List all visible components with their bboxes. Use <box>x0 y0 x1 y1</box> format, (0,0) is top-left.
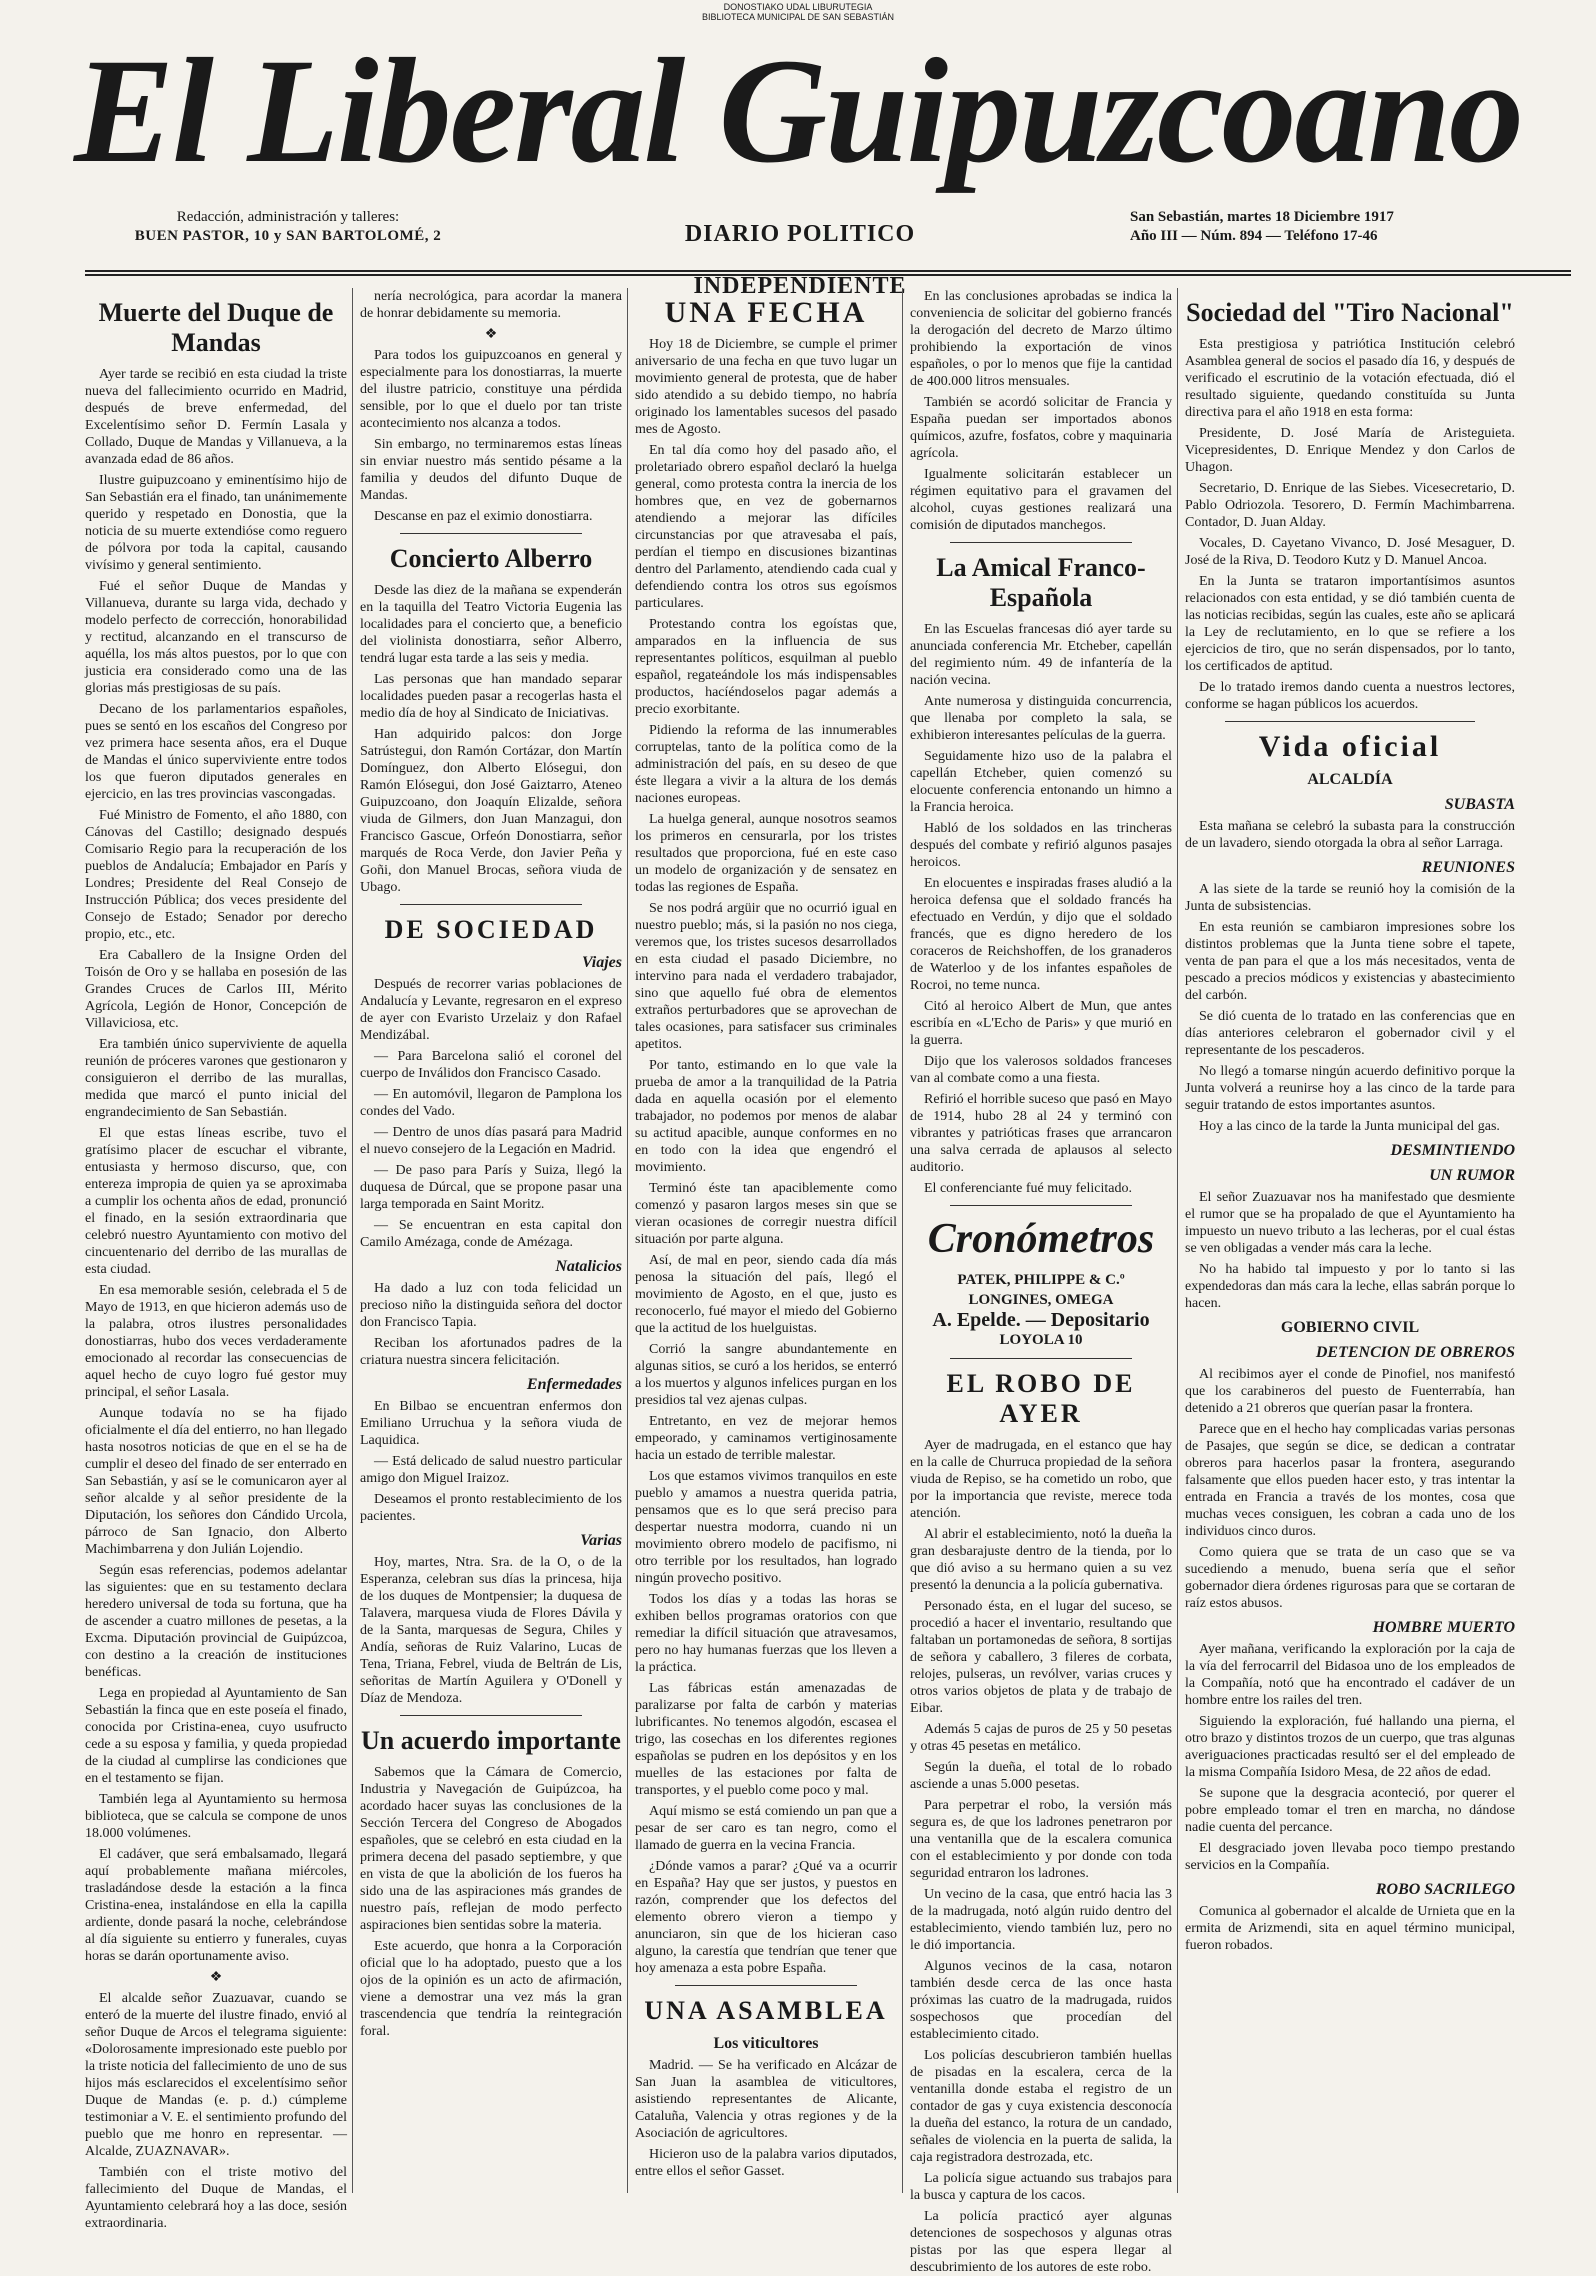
paragraph: Después de recorrer varias poblaciones de Andalucía y Levante, regresaron en el expreso de ayer con Evaristo Urzelaiz y don Rafael Mendizábal. <box>360 977 622 1043</box>
paragraph: De lo tratado iremos dando cuenta a nuestros lectores, conforme se hagan públicos los acuerdos. <box>1185 680 1515 712</box>
paragraph: Ilustre guipuzcoano y eminentísimo hijo de San Sebastián era el finado, tan unánimemente querido y respetado en Donostia, que la noticia de su muerte extendióse como reguero de pólvora por toda la capital, causando vivísimo y general sentimiento. <box>85 473 347 573</box>
headline-vida-oficial: Vida oficial <box>1258 730 1442 763</box>
paragraph: Según la dueña, el total de lo robado asciende a unas 5.000 pesetas. <box>910 1760 1172 1792</box>
subhead-viticultores: Los viticultores <box>713 2035 819 2052</box>
advertisement-cronometros <box>910 1216 1172 1350</box>
paragraph: No ha habido tal impuesto y por lo tanto si las expendedoras dan más cara la leche, ellas sabrán porque lo hacen. <box>1185 1262 1515 1311</box>
paragraph: Era Caballero de la Insigne Orden del Toisón de Oro y se hallaba en posesión de las Grandes Cruces de Carlos III, Mérito Agrícola, Legión de Honor, Concepción de Villaviciosa, etc. <box>85 948 347 1031</box>
column-divider-2 <box>627 288 628 2193</box>
paragraph: Aunque todavía no se ha fijado oficialmente el día del entierro, no han llegado hasta nosotros noticias de que en el se ha de cumplir el deseo del finado de ser enterrado en San Sebastián, y así se le comunicaron ayer al señor alcalde y al señor presidente de la Diputación, los señores don Cándido Urcola, párroco de San Ignacio, don Alberto Machimbarrena y don Julián Lojendio. <box>85 1406 348 1557</box>
paragraph: Hoy, martes, Ntra. Sra. de la O, o de la Esperanza, celebran sus días la princesa, hija de los duques de Montpensier; la duquesa de Talavera, marquesa viuda de Flores Dávila y de la Santa, marquesas de Segura, Chiles y Andía, señoras de Ruiz Valarino, Lucas de Tena, Triana, Febrel, viuda de Beltrán de Lis, señoritas de Martín Aguilera y O'Donell y Díaz de Mendoza. <box>360 1555 622 1706</box>
paragraph: Habló de los soldados en las trincheras después del combate y refirió algunos pasajes heroicos. <box>910 821 1172 870</box>
ad-dealer: A. Epelde. — Depositario <box>932 1309 1150 1331</box>
paragraph: Ayer mañana, verificando la exploración por la caja de la vía del ferrocarril del Bidasoa uno de los empleados de la Compañía, notó que ha encontrado el cadáver de un hombre entre los railes del tren. <box>1185 1642 1515 1708</box>
headline-robo-de-ayer: EL ROBO DE AYER <box>946 1369 1136 1428</box>
paragraph: Para todos los guipuzcoanos en general y especialmente para los donostiarras, la muerte del ilustre patricio, constituye una pérdida sensible, por lo que el duelo por tan triste acontecimiento nos alcanza a todos. <box>360 348 622 431</box>
paragraph: Igualmente solicitarán establecer un régimen equitativo para el gravamen del alcohol, cuyas gestiones realizará una comisión de diputados manchegos. <box>910 467 1172 533</box>
paragraph: Han adquirido palcos: don Jorge Satrústegui, don Ramón Cortázar, don Martín Domínguez, don Alberto Elósegui, don Ramón Elósegui, don José Gaiztarro, Ateneo Guipuzcoano, don Joaquín Elizalde, señora viuda de Gilmers, don Juan Manzagui, don Francisco Gascue, Orfeón Donostiarra, señor marqués de Roca Verde, don Javier Peña y Goñi, don Manuel Brocas, señora viuda de Ubago. <box>360 727 622 895</box>
column-5 <box>1185 288 1515 2193</box>
paragraph: Esta mañana se celebró la subasta para la construcción de un lavadero, siendo otorgada la obra al señor Larraga. <box>1185 819 1515 851</box>
headline-una-fecha: UNA FECHA <box>664 296 868 329</box>
header-rule-1 <box>85 270 1571 272</box>
paragraph: Citó al heroico Albert de Mun, que antes escribía en «L'Echo de Paris» y que murió en la guerra. <box>910 999 1172 1048</box>
paragraph: Por tanto, estimando en lo que vale la prueba de amor a la tranquilidad de la Patria dada en aquella ocasión por el elemento trabajador, no podemos por menos de alabar su actitud apacible, aunque conformes en no en todo con la idea que engendró el movimiento. <box>635 1058 897 1175</box>
paragraph: Para perpetrar el robo, la versión más segura es, de que los ladrones penetraron por una ventanilla que de la escalera comunica con el establecimiento y por donde con toda seguridad entraron los ladrones. <box>910 1798 1172 1881</box>
paragraph: Como quiera que se trata de un caso que se va sucediendo a menudo, buena sería que el señor gobernador diera órdenes rigurosas para que se cortaran de raíz estos abusos. <box>1185 1545 1515 1611</box>
paragraph: Las fábricas están amenazadas de paralizarse por falta de carbón y materias lubrificantes. No tenemos algodón, escasea el trigo, las cosechas en los diferentes regiones españolas se pudren en los depósitos y en los muelles de las estaciones por falta de transportes, y el pueblo come poco y mal. <box>635 1681 897 1798</box>
paragraph: Ante numerosa y distinguida concurrencia, que llenaba por completo la sala, se exhibieron interesantes películas de la guerra. <box>910 694 1172 743</box>
headline-de-sociedad: DE SOCIEDAD <box>384 915 598 944</box>
paragraph: Desde las diez de la mañana se expenderán en la taquilla del Teatro Victoria Eugenia las localidades para el concierto que, a beneficio del violinista donostiarra, señor Alberro, tendrá lugar esta tarde a las seis y media. <box>360 583 622 666</box>
paragraph: Refirió el horrible suceso que pasó en Mayo de 1914, hubo 28 al 24 y terminó con vibrantes y patrióticas frases que arrancaron una salva cerrada de aplausos al selecto auditorio. <box>910 1092 1172 1175</box>
column-divider-4 <box>1177 288 1178 2193</box>
address-value <box>118 227 458 246</box>
paragraph: — Dentro de unos días pasará para Madrid el nuevo consejero de la Legación en Madrid. <box>360 1125 622 1157</box>
paragraph: — Está delicado de salud nuestro particular amigo don Miguel Iraizoz. <box>360 1454 622 1486</box>
paragraph: Sabemos que la Cámara de Comercio, Industria y Navegación de Guipúzcoa, ha acordado hacer suyas las conclusiones de la Sección Tercera del Congreso de Abogados españoles, que se celebró en esta ciudad en la primera decena del pasado septiembre, y que en vista de que la abolición de los fueros ha sido una de las aspiraciones más grandes de nuestro país, reflejan de modo perfecto aspiraciones bien sentidas sobre la materia. <box>360 1765 622 1933</box>
paragraph: — Para Barcelona salió el coronel del cuerpo de Inválidos don Francisco Casado. <box>360 1049 622 1081</box>
paragraph: Fué Ministro de Fomento, el año 1880, con Cánovas del Castillo; designado después Comisario Regio para la recuperación de los pueblos de Andalucía; Embajador en París y Londres; Presidente del Real Consejo de Instrucción Pública; dos veces presidente del Consejo de Estado; Senador por derecho propio, etc., etc. <box>85 808 347 942</box>
subhead-gobierno-civil: GOBIERNO CIVIL <box>1280 1319 1420 1336</box>
paragraph: Este acuerdo, que honra a la Corporación oficial que lo ha adoptado, puesto que a los ojos de la opinión es un acto de afirmación, viene a demostrar una vez más la gran trascendencia que tendría la reintegración foral. <box>360 1939 622 2039</box>
issue-line: Año III — Núm. 894 — Teléfono 17-46 <box>1130 228 1378 244</box>
paragraph: También lega al Ayuntamiento su hermosa biblioteca, que se calcula se compone de unos 18.000 volúmenes. <box>85 1792 347 1841</box>
paragraph: El desgraciado joven llevaba poco tiempo prestando servicios en la Compañía. <box>1185 1841 1515 1873</box>
paragraph: También se acordó solicitar de Francia y España puedan ser importados abonos químicos, azufre, fosfatos, cobre y maquinaria agrícola. <box>910 395 1172 461</box>
subhead-un-rumor: UN RUMOR <box>1429 1167 1515 1184</box>
ad-title: Cronómetros <box>927 1216 1155 1262</box>
header-rule-2 <box>85 274 1571 276</box>
paragraph: Al abrir el establecimiento, notó la dueña la gran desbarajuste dentro de la tienda, por lo que dió aviso a su hermano quien a su vez presentó la denuncia a la policía gubernativa. <box>910 1527 1172 1593</box>
tagline: DIARIO POLITICO INDEPENDIENTE <box>684 221 916 299</box>
section-divider <box>675 1985 857 1986</box>
paragraph: Pidiendo la reforma de las innumerables corruptelas, tanto de la política como de la administración del país, en su deseo de que éste llegara a vivir a la altura de los demás naciones europeas. <box>635 723 897 806</box>
section-divider <box>1225 721 1475 722</box>
paragraph: Fué el señor Duque de Mandas y Villanueva, durante su larga vida, dechado y modelo perfecto de corrección, honorabilidad y rectitud, alcanzando en el transcurso de aquélla, los más altos puestos, por lo que con justicia era considerado como una de las glorias más prestigiosas de su país. <box>85 579 347 696</box>
stamp-line-2: BIBLIOTECA MUNICIPAL DE SAN SEBASTIÁN <box>701 12 895 22</box>
paragraph: Esta prestigiosa y patriótica Institución celebró Asamblea general de socios el pasado día 16, y después de verificado el escrutinio de la votación efectuada, dió el resultado siguiente, quedando constituída su Junta directiva para el año 1918 en esta forma: <box>1185 337 1515 420</box>
paragraph: No llegó a tomarse ningún acuerdo definitivo porque la Junta volverá a reunirse hoy a las cinco de la tarde para seguir tratando de estos importantes asuntos. <box>1185 1064 1515 1113</box>
paragraph: Ayer tarde se recibió en esta ciudad la triste nueva del fallecimiento ocurrido en Madrid, después de breve enfermedad, del Excelentísimo señor D. Fermín Lasala y Collado, Duque de Mandas y Villanueva, a la avanzada edad de 86 años. <box>85 367 347 467</box>
paragraph: Personado ésta, en el lugar del suceso, se procedió a hacer el inventario, resultando que faltaban un portamonedas de señora, 8 sortijas de señora y caballero, 3 fileres de corbata, relojes, pulseras, un revólver, varias cruces y otros varios objetos de plata y de trabajo de Eibar. <box>910 1599 1172 1716</box>
subhead-reuniones: REUNIONES <box>1421 859 1515 876</box>
headline-acuerdo-importante: Un acuerdo importante <box>361 1726 621 1755</box>
date-line: San Sebastián, martes 18 Diciembre 1917 <box>1130 209 1394 225</box>
info-right <box>1130 208 1510 260</box>
library-stamp <box>0 2 1596 22</box>
column-divider-3 <box>902 288 903 2193</box>
paragraph: A las siete de la tarde se reunió hoy la comisión de la Junta de subsistencias. <box>1185 882 1515 914</box>
paragraph: Las personas que han mandado separar localidades pueden pasar a recogerlas hasta el medio día de hoy al Sindicato de Iniciativas. <box>360 672 622 721</box>
ad-brand-line-2: LONGINES, OMEGA <box>968 1292 1114 1308</box>
subhead-enfermedades: Enfermedades <box>526 1376 622 1393</box>
section-divider <box>950 1358 1132 1359</box>
section-divider <box>950 1205 1132 1206</box>
subhead-natalicios: Natalicios <box>555 1258 622 1275</box>
column-3 <box>635 288 897 2193</box>
subhead-alcaldia: ALCALDÍA <box>1307 771 1393 788</box>
address-text: BUEN PASTOR, 10 y SAN BARTOLOMÉ, 2 <box>134 228 442 244</box>
newspaper-masthead: El Liberal Guipuzcoano <box>74 28 1522 194</box>
paragraph: Terminó éste tan apaciblemente como comenzó y pasaron largos meses sin que se vieran ocasiones de corregir nuestra difícil situación por parte alguna. <box>635 1181 897 1247</box>
paragraph: Decano de los parlamentarios españoles, pues se sentó en los escaños del Congreso por vez primera hace sesenta años, era el Duque de Mandas el único superviviente entre todos los que fueron diputados generales en ejercicio, en las tres provincias vascongadas. <box>85 702 347 802</box>
paragraph: Aquí mismo se está comiendo un pan que a pesar de ser caro es tan negro, como el llamado de guerra en la vecina Francia. <box>635 1804 897 1853</box>
paragraph: Hoy 18 de Diciembre, se cumple el primer aniversario de una fecha en que tuvo lugar un movimiento general de protesta, que de haber sido atendido a su debido tiempo, no habría originado los lamentables sucesos del pasado mes de Agosto. <box>635 337 897 437</box>
paragraph: Así, de mal en peor, siendo cada día más penosa la situación del país, llegó el movimiento de Agosto, en el que, justo es reconocerlo, fué mayor el miedo del Gobierno que la actitud de los huelguistas. <box>635 1253 897 1336</box>
subhead-detencion-obreros: DETENCION DE OBREROS <box>1315 1344 1515 1361</box>
paragraph: Presidente, D. José María de Aristeguieta. Vicepresidentes, D. Enrique Mendez y don Carlos de Uhagon. <box>1185 426 1515 475</box>
paragraph: Lega en propiedad al Ayuntamiento de San Sebastián la finca que en este poseía el finado, conocida por Cristina-enea, cuyo usufructo cede a su esposa y familia, y queda propiedad de la ciudad al cumplirse las condiciones que en el testamento se fijan. <box>85 1686 347 1786</box>
paragraph: El alcalde señor Zuazuavar, cuando se enteró de la muerte del ilustre finado, envió al señor Duque de Arcos el telegrama siguiente: «Dolorosamente impresionado este pueblo por la triste noticia del fallecimiento de uno de sus hijos más esclarecidos el excelentísimo señor Duque de Mandas (e. p. d.) cúmpleme testimoniar a V. E. el sentimiento profundo del pueblo que me honro en representar. — Alcalde, ZUAZNAVAR». <box>85 1991 347 2159</box>
paragraph: Ayer de madrugada, en el estanco que hay en la calle de Churruca propiedad de la señora viuda de Repiso, se ha cometido un robo, que por la importancia que reviste, merece toda atención. <box>910 1438 1172 1521</box>
subhead-varias: Varias <box>580 1532 622 1549</box>
paragraph: Dijo que los valerosos soldados franceses van al combate como a una fiesta. <box>910 1054 1172 1086</box>
paragraph: Comunica al gobernador el alcalde de Urnieta que en la ermita de Arizmendi, sita en aquel término municipal, fueron robados. <box>1185 1904 1515 1953</box>
paragraph: El cadáver, que será embalsamado, llegará aquí probablemente mañana miércoles, trasladándose desde la estación a la finca Cristina-enea, instalándose en ella la capilla ardiente, donde pasará la noche, celebrándose al día siguiente su entierro y funerales, cuyas horas se darán oportunamente aviso. <box>85 1847 347 1964</box>
paragraph: Según esas referencias, podemos adelantar las siguientes: que en su testamento declara heredero universal de toda su fortuna, que ha de ascender a cuatro millones de pesetas, a la Excma. Diputación provincial de Guipúzcoa, con destino a la creación de instituciones benéficas. <box>85 1563 347 1680</box>
paragraph: El que estas líneas escribe, tuvo el gratísimo placer de escuchar el vibrante, entusiasta y hermoso discurso, que, con entereza impropia de quien ya se aproximaba a cumplir los ochenta años de edad, pronunció el finado, en la sesión extraordinaria que celebró nuestro Ayuntamiento con motivo del cincuentenario del derribo de las murallas de esta ciudad. <box>85 1126 347 1277</box>
ad-address: LOYOLA 10 <box>999 1332 1083 1348</box>
paragraph: En esta reunión se cambiaron impresiones sobre los distintos problemas que la Junta tiene sobre el tapete, venta de pan para el que a los más necesitados, venta de pescado a precios módicos y existencias y abastecimiento del carbón. <box>1185 920 1515 1003</box>
paragraph: En tal día como hoy del pasado año, el proletariado obrero español declaró la huelga general, como protesta contra la inercia de los hombres que, en vez de gobernarnos atendiendo a mejorar las difíciles circunstancias por que atravesaba el país, perdían el tiempo en discusiones bizantinas dentro del Parlamento, atendiendo cada cual y defendiendo contra los otros sus egoísmos particulares. <box>635 443 897 611</box>
paragraph: En elocuentes e inspiradas frases aludió a la heroica defensa que el soldado francés ha efectuado en Verdún, y dijo que el soldado francés, que es digno heredero de los coraceros de Reichshoffen, de los granaderos de Waterloo y de los infantes españoles de Rocroi, no teme nunca. <box>910 876 1172 993</box>
paragraph: Seguidamente hizo uso de la palabra el capellán Etcheber, quien comenzó su elocuente conferencia entonando un himno a la Francia heroica. <box>910 749 1172 815</box>
headline-una-asamblea: UNA ASAMBLEA <box>644 1996 888 2025</box>
paragraph: Todos los días y a todas las horas se exhiben bellos programas oratorios con que remediar la difícil situación que atravesamos, pero no hay humanas fuerzas que los lleven a la práctica. <box>635 1592 897 1675</box>
paragraph: También con el triste motivo del fallecimiento del Duque de Mandas, el Ayuntamiento celebrará hoy a las doce, sesión extraordinaria. <box>85 2165 347 2231</box>
paragraph: El señor Zuazuavar nos ha manifestado que desmiente el rumor que se ha propalado de que el Ayuntamiento ha impuesto un nuevo tributo a las lecheras, por el cual éstas se ven obligadas a vender más cara la leche. <box>1185 1190 1515 1256</box>
paragraph: Hicieron uso de la palabra varios diputados, entre ellos el señor Gasset. <box>635 2147 897 2179</box>
section-divider <box>400 904 582 905</box>
paragraph: Madrid. — Se ha verificado en Alcázar de San Juan la asamblea de viticultores, asistiendo representantes de Alicante, Cataluña, Valencia y otras regiones y de la Asociación de agricultores. <box>635 2058 897 2141</box>
section-divider <box>400 533 582 534</box>
paragraph: ¿Dónde vamos a parar? ¿Qué va a ocurrir en España? Hay que ser justos, y puestos en razón, comprender que los defectos del elemento obrero vieron a tiempo y anunciaron, sin que de los hicieran caso alguno, la carestía que tendrían que tener que hoy amenaza a esta pobre España. <box>635 1859 897 1976</box>
subhead-desmintiendo: DESMINTIENDO <box>1390 1142 1515 1159</box>
headline-amical-franco-espanola: La Amical Franco-Española <box>936 553 1146 612</box>
paragraph: Vocales, D. Cayetano Vivanco, D. José Mesaguer, D. José de la Riva, D. Teodoro Kutz y D. Manuel Ancoa. <box>1185 536 1515 568</box>
paragraph: — De paso para París y Suiza, llegó la duquesa de Dúrcal, que se propone pasar una larga temporada en Saint Moritz. <box>360 1163 622 1212</box>
subhead-subasta: SUBASTA <box>1444 796 1515 813</box>
paragraph: Corrió la sangre abundantemente en algunas sitios, se curó a los heridos, se enterró a los muertos y algunos infelices purgan en los presidios tal vez ajenas culpas. <box>635 1342 897 1408</box>
address-label: Redacción, administración y talleres: <box>176 209 400 225</box>
subhead-hombre-muerto: HOMBRE MUERTO <box>1372 1619 1515 1636</box>
paragraph: Protestando contra los egoístas que, amparados en la influencia de sus representantes políticos, esquilman al pueblo español, regateándole los más indispensables productos, hacíéndoselos pagar además a precio exorbitante. <box>635 617 897 717</box>
ornament-separator: ❖ <box>209 1970 223 1985</box>
paragraph: El conferenciante fué muy felicitado. <box>924 1181 1132 1196</box>
paragraph: En la Junta se trataron importantísimos asuntos relacionados con esta entidad, y se dió también cuenta de las noticias recibidas, según las cuales, este año se aplicará la Ley de reclutamiento, en lo que se refiere a los ejercicios de tiro, que no serán dispensados, por lo tanto, los certificados de aptitud. <box>1185 574 1515 674</box>
ad-brand-line-1: PATEK, PHILIPPE & C.º <box>957 1272 1125 1288</box>
section-divider <box>400 1715 582 1716</box>
paragraph: Los que estamos vivimos tranquilos en este pueblo y amamos a nuestra querida patria, pensamos que es lo que será preciso para despertar nuestra modorra, cuando ni un movimiento obrero modelo de pacifismo, ni otro terrible por los resultados, han logrado ningún provecho positivo. <box>635 1469 897 1586</box>
paragraph: Descanse en paz el eximio donostiarra. <box>374 509 593 524</box>
section-divider <box>950 542 1132 543</box>
column-divider-1 <box>352 288 353 2193</box>
headline-duque-mandas: Muerte del Duque de Mandas <box>98 298 334 357</box>
paragraph: Secretario, D. Enrique de las Siebes. Vicesecretario, D. Pablo Odriozola. Tesorero, D. Fermín Machimbarrena. Contador, D. Juan Alday. <box>1185 481 1515 530</box>
paragraph: La policía sigue actuando sus trabajos para la busca y captura de los cacos. <box>910 2171 1172 2203</box>
info-left <box>118 208 458 260</box>
ornament-separator: ❖ <box>484 327 498 342</box>
paragraph: Ha dado a luz con toda felicidad un precioso niño la distinguida señora del doctor don Francisco Tapia. <box>360 1281 622 1330</box>
paragraph: Algunos vecinos de la casa, notaron también desde cerca de las once hasta próximas las cuatro de la madrugada, ruidos sospechosos que procedían del establecimiento citado. <box>910 1959 1172 2042</box>
paragraph: Se nos podrá argüir que no ocurrió igual en nuestro pueblo; más, si la pasión no nos ciega, veremos que, los tristes sucesos desarrollados en esta ciudad el pasado Diciembre, no intervino para nada el verdadero trabajador, sino que aquello fué obra de elementos extraños perturbadores que se aprovechan de tales ocasiones, para satisfacer sus criminales apetitos. <box>635 901 897 1052</box>
paragraph: Sin embargo, no terminaremos estas líneas sin enviar nuestro más sentido pésame a la familia y deudos del difunto Duque de Mandas. <box>360 437 622 503</box>
stamp-line-1: DONOSTIAKO UDAL LIBURUTEGIA <box>723 2 873 12</box>
paragraph: Además 5 cajas de puros de 25 y 50 pesetas y otras 45 pesetas en metálico. <box>910 1722 1172 1754</box>
subhead-viajes: Viajes <box>581 954 622 971</box>
paragraph: Era también único superviviente de aquella reunión de próceres varones que gestionaron y consiguieron el derribo de las murallas, medida que marcó el punto inicial del engrandecimiento de San Sebastián. <box>85 1037 347 1120</box>
paragraph: Se dió cuenta de lo tratado en las conferencias que en días anteriores celebraron el gobernador civil y el representante de los pescaderos. <box>1185 1009 1515 1058</box>
paragraph: En las conclusiones aprobadas se indica la conveniencia de solicitar del gobierno francés la derogación del decreto de Marzo último prohibiendo la exportación de vinos españoles, o por lo menos que fije la cantidad de 400.000 litros mensuales. <box>910 289 1172 389</box>
paragraph: Parece que en el hecho hay complicadas varias personas de Pasajes, que según se dice, se dedican a contratar obreros para hacerlos pasar la frontera, asegurando falsamente que ellos pueden hacer esto, y tras intentar la entrada en Francia a través de los montes, cosa que muchas veces consiguen, les cobran a cada uno de los individuos cinco duros. <box>1185 1422 1515 1539</box>
paragraph: Se supone que la desgracia aconteció, por querer el pobre empleado tomar el tren en marcha, no dándose nadie cuenta del percance. <box>1185 1786 1515 1835</box>
subhead-robo-sacrilego: ROBO SACRILEGO <box>1375 1881 1515 1898</box>
paragraph: En esa memorable sesión, celebrada el 5 de Mayo de 1913, en que hicieron además uso de la palabra, otros ilustres personalidades donostiarras, hubo dos veces verdaderamente emocionado al recordar las consecuencias de aquel hecho de cuyo logro fué gestor muy principal, el señor Lasala. <box>85 1283 347 1400</box>
paragraph: Hoy a las cinco de la tarde la Junta municipal del gas. <box>1199 1119 1500 1134</box>
paragraph: Los policías descubrieron también huellas de pisadas en la escalera, cerca de la ventanilla donde estaba el registro de un contador de gas y cuya existencia desconocía la dueña del estanco, la rotura de un candado, señales de violencia en la puerta de salida, la caja registradora destrozada, etc. <box>910 2048 1172 2165</box>
paragraph: nería necrológica, para acordar la manera de honrar debidamente su memoria. <box>360 289 622 321</box>
column-2 <box>360 288 622 2193</box>
paragraph: Al recibimos ayer el conde de Pinofiel, nos manifestó que los carabineros del puesto de Fuenterrabía, han detenido a 21 obreros que querían pasar la frontera. <box>1185 1367 1515 1416</box>
paragraph: En Bilbao se encuentran enfermos don Emiliano Urruchua y la señora viuda de Laquidica. <box>360 1399 622 1448</box>
paragraph: — Se encuentran en esta capital don Camilo Amézaga, conde de Amézaga. <box>360 1218 622 1250</box>
paragraph: La huelga general, aunque nosotros seamos los primeros en censurarla, por los tristes resultados que proporciona, fué en este caso un modelo de organización y de sensatez en todas las regiones de España. <box>635 812 897 895</box>
paragraph: — En automóvil, llegaron de Pamplona los condes del Vado. <box>360 1087 622 1119</box>
paragraph: Un vecino de la casa, que entró hacia las 3 de la madrugada, notó algún ruido dentro del establecimiento, viendo también luz, pero no le dió importancia. <box>910 1887 1172 1953</box>
paragraph: Siguiendo la exploración, fué hallando una pierna, el otro brazo y distintos trozos de un cuerpo, que tras algunas averiguaciones practicadas resultó ser el del empleado de la misma Compañía Isidoro Mesa, de 22 años de edad. <box>1185 1714 1515 1780</box>
paragraph: En las Escuelas francesas dió ayer tarde su anunciada conferencia Mr. Etcheber, capellán del regimiento núm. 49 de infantería de la nación vecina. <box>910 622 1172 688</box>
paragraph: La policía practicó ayer algunas detenciones de sospechosos y algunas otras pistas por las que espera llegar al descubrimiento de los autores de este robo. <box>910 2209 1172 2275</box>
paragraph: Entretanto, en vez de mejorar hemos empeorado, y caminamos vertiginosamente hacia un estado de terrible malestar. <box>635 1414 897 1463</box>
column-4 <box>910 288 1172 2275</box>
headline-tiro-nacional: Sociedad del "Tiro Nacional" <box>1186 298 1514 327</box>
column-1 <box>85 288 348 2231</box>
paragraph: Reciban los afortunados padres de la criatura nuestra sincera felicitación. <box>360 1336 622 1368</box>
paragraph: Deseamos el pronto restablecimiento de los pacientes. <box>360 1492 622 1524</box>
headline-concierto-alberro: Concierto Alberro <box>389 544 593 573</box>
